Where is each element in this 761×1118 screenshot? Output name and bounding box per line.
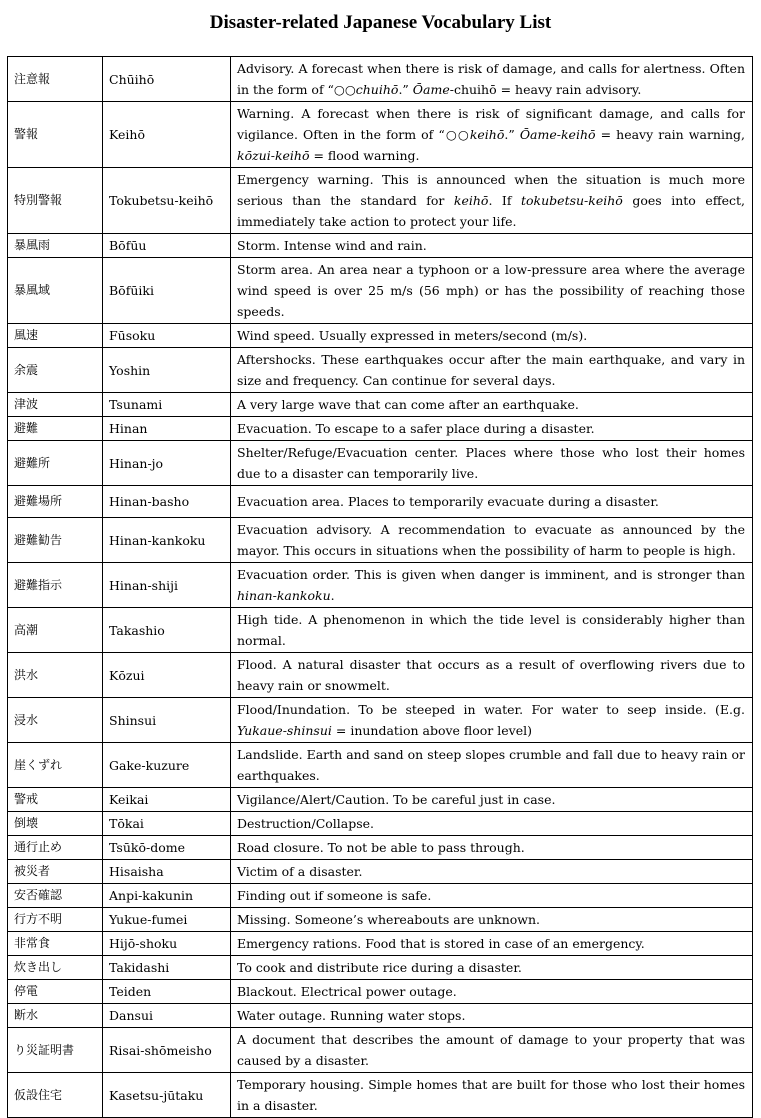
term-japanese: 通行止め [8,836,103,860]
term-definition: Blackout. Electrical power outage. [231,980,753,1004]
term-definition: Aftershocks. These earthquakes occur after the main earthquake, and vary in size and frequency. Can continue for several days. [231,348,753,393]
term-romaji: Chūihō [103,57,231,102]
table-row [8,956,753,980]
term-romaji: Fūsoku [103,324,231,348]
term-definition: Destruction/Collapse. [231,812,753,836]
term-definition: Victim of a disaster. [231,860,753,884]
term-romaji: Kasetsu-jūtaku [103,1073,231,1118]
term-definition: Advisory. A forecast when there is risk of damage, and calls for alertness. Often in the form of “○○chuihō.” Ōame-chuihō = heavy rain advisory. [231,57,753,102]
term-definition: Road closure. To not be able to pass through. [231,836,753,860]
table-row [8,348,753,393]
term-japanese: 避難場所 [8,486,103,518]
term-definition: A document that describes the amount of damage to your property that was caused by a disaster. [231,1028,753,1073]
term-japanese: 余震 [8,348,103,393]
term-japanese: 暴風域 [8,258,103,324]
term-definition: Storm. Intense wind and rain. [231,234,753,258]
table-row [8,812,753,836]
term-romaji: Bōfūiki [103,258,231,324]
term-romaji: Hijō-shoku [103,932,231,956]
term-japanese: 特別警報 [8,168,103,234]
term-definition: Temporary housing. Simple homes that are built for those who lost their homes in a disaster. [231,1073,753,1118]
table-row [8,57,753,102]
term-definition: Shelter/Refuge/Evacuation center. Places where those who lost their homes due to a disaster can temporarily live. [231,441,753,486]
term-japanese: 注意報 [8,57,103,102]
document-title: Disaster-related Japanese Vocabulary List [209,12,552,33]
term-romaji: Hinan [103,417,231,441]
term-japanese: 風速 [8,324,103,348]
term-romaji: Bōfūu [103,234,231,258]
table-row [8,102,753,168]
table-row [8,1028,753,1073]
term-japanese: 停電 [8,980,103,1004]
term-romaji: Dansui [103,1004,231,1028]
term-romaji: Anpi-kakunin [103,884,231,908]
term-romaji: Takashio [103,608,231,653]
term-romaji: Shinsui [103,698,231,743]
term-japanese: 安否確認 [8,884,103,908]
term-definition: Missing. Someone’s whereabouts are unknown. [231,908,753,932]
term-romaji: Hinan-basho [103,486,231,518]
term-japanese: 津波 [8,393,103,417]
table-row [8,788,753,812]
table-row [8,324,753,348]
table-row [8,608,753,653]
term-romaji: Hinan-shiji [103,563,231,608]
table-row [8,234,753,258]
term-romaji: Teiden [103,980,231,1004]
term-romaji: Tokubetsu-keihō [103,168,231,234]
table-row [8,486,753,518]
term-japanese: 崖くずれ [8,743,103,788]
table-row [8,908,753,932]
term-japanese: 避難所 [8,441,103,486]
term-definition: Flood. A natural disaster that occurs as a result of overflowing rivers due to heavy rain or snowmelt. [231,653,753,698]
vocabulary-table-body [8,57,753,1118]
term-definition: Wind speed. Usually expressed in meters/second (m/s). [231,324,753,348]
table-row [8,836,753,860]
term-romaji: Keikai [103,788,231,812]
table-row [8,441,753,486]
term-romaji: Kōzui [103,653,231,698]
term-definition: Evacuation area. Places to temporarily evacuate during a disaster. [231,486,753,518]
term-definition: Emergency rations. Food that is stored in case of an emergency. [231,932,753,956]
term-romaji: Risai-shōmeisho [103,1028,231,1073]
term-definition: Flood/Inundation. To be steeped in water. For water to seep inside. (E.g. Yukaue-shinsui = inundation above floor level) [231,698,753,743]
term-romaji: Gake-kuzure [103,743,231,788]
table-row [8,168,753,234]
term-japanese: 暴風雨 [8,234,103,258]
table-row [8,980,753,1004]
term-japanese: り災証明書 [8,1028,103,1073]
term-japanese: 被災者 [8,860,103,884]
table-row [8,393,753,417]
term-romaji: Hinan-jo [103,441,231,486]
term-definition: Landslide. Earth and sand on steep slopes crumble and fall due to heavy rain or earthquakes. [231,743,753,788]
term-japanese: 断水 [8,1004,103,1028]
table-row [8,1073,753,1118]
term-definition: A very large wave that can come after an earthquake. [231,393,753,417]
table-row [8,563,753,608]
term-japanese: 行方不明 [8,908,103,932]
term-japanese: 倒壊 [8,812,103,836]
term-romaji: Tsūkō-dome [103,836,231,860]
term-romaji: Takidashi [103,956,231,980]
term-romaji: Hinan-kankoku [103,518,231,563]
term-definition: Water outage. Running water stops. [231,1004,753,1028]
term-japanese: 高潮 [8,608,103,653]
term-japanese: 非常食 [8,932,103,956]
table-row [8,884,753,908]
term-japanese: 炊き出し [8,956,103,980]
term-japanese: 洪水 [8,653,103,698]
term-romaji: Yoshin [103,348,231,393]
table-row [8,860,753,884]
term-definition: High tide. A phenomenon in which the tide level is considerably higher than normal. [231,608,753,653]
term-definition: Warning. A forecast when there is risk of significant damage, and calls for vigilance. Often in the form of “○○keihō.” Ōame-keihō = heavy rain warning, kōzui-keihō = flood warning. [231,102,753,168]
term-japanese: 避難 [8,417,103,441]
term-romaji: Tōkai [103,812,231,836]
term-definition: To cook and distribute rice during a disaster. [231,956,753,980]
term-romaji: Hisaisha [103,860,231,884]
term-japanese: 警報 [8,102,103,168]
term-japanese: 浸水 [8,698,103,743]
table-row [8,258,753,324]
term-romaji: Tsunami [103,393,231,417]
term-definition: Evacuation. To escape to a safer place during a disaster. [231,417,753,441]
table-row [8,417,753,441]
table-row [8,1004,753,1028]
term-romaji: Yukue-fumei [103,908,231,932]
table-row [8,743,753,788]
table-row [8,518,753,563]
table-row [8,653,753,698]
term-definition: Finding out if someone is safe. [231,884,753,908]
term-definition: Evacuation order. This is given when danger is imminent, and is stronger than hinan-kankoku. [231,563,753,608]
term-definition: Storm area. An area near a typhoon or a low-pressure area where the average wind speed is over 25 m/s (56 mph) or has the possibility of reaching those speeds. [231,258,753,324]
term-definition: Vigilance/Alert/Caution. To be careful just in case. [231,788,753,812]
table-row [8,932,753,956]
term-romaji: Keihō [103,102,231,168]
term-japanese: 避難勧告 [8,518,103,563]
vocabulary-table [7,56,753,1118]
term-japanese: 警戒 [8,788,103,812]
table-row [8,698,753,743]
term-japanese: 避難指示 [8,563,103,608]
term-definition: Evacuation advisory. A recommendation to evacuate as announced by the mayor. This occurs in situations when the possibility of harm to people is high. [231,518,753,563]
term-japanese: 仮設住宅 [8,1073,103,1118]
term-definition: Emergency warning. This is announced when the situation is much more serious than the standard for keihō. If tokubetsu-keihō goes into effect, immediately take action to protect your life. [231,168,753,234]
